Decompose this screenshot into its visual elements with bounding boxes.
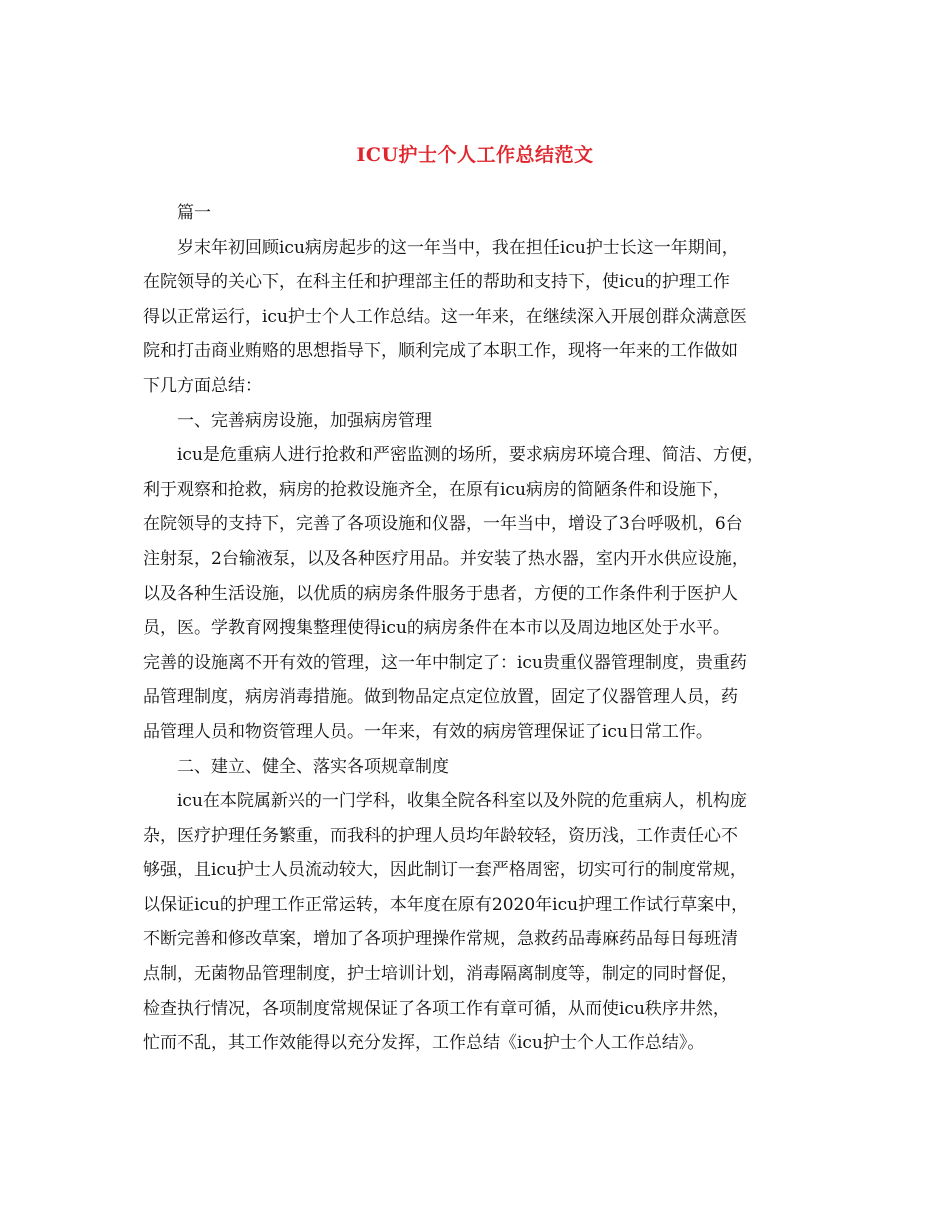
text-line: 得以正常运行，icu护士个人工作总结。这一年来，在继续深入开展创群众满意医	[143, 306, 747, 327]
text-line: icu是危重病人进行抢救和严密监测的场所，要求病房环境合理、简洁、方便，	[177, 445, 764, 466]
text-line: 员，医。学教育网搜集整理使得icu的病房条件在本市以及周边地区处于水平。	[143, 618, 730, 639]
text-line: 院和打击商业贿赂的思想指导下，顺利完成了本职工作，现将一年来的工作做如	[143, 341, 738, 362]
text-line: icu在本院属新兴的一门学科，收集全院各科室以及外院的危重病人，机构庞	[177, 791, 747, 812]
document-body	[143, 196, 833, 1061]
text-line: 岁末年初回顾icu病房起步的这一年当中，我在担任icu护士长这一年期间，	[177, 237, 739, 258]
text-line: 完善的设施离不开有效的管理，这一年中制定了：icu贵重仪器管理制度，贵重药	[143, 652, 747, 673]
text-line: 杂，医疗护理任务繁重，而我科的护理人员均年龄较轻，资历浅，工作责任心不	[143, 825, 738, 846]
text-line: 够强，且icu护士人员流动较大，因此制订一套严格周密，切实可行的制度常规，	[143, 860, 747, 881]
text-line: 在院领导的支持下，完善了各项设施和仪器，一年当中，增设了3台呼吸机，6台	[143, 514, 743, 535]
text-line: 点制，无菌物品管理制度，护士培训计划，消毒隔离制度等，制定的同时督促，	[143, 964, 738, 985]
text-line: 利于观察和抢救，病房的抢救设施齐全，在原有icu病房的简陋条件和设施下，	[143, 479, 730, 500]
text-line: 篇一	[177, 203, 211, 223]
text-line: 以保证icu的护理工作正常运转，本年度在原有2020年icu护理工作试行草案中，	[143, 894, 749, 915]
text-line: 注射泵，2台输液泵，以及各种医疗用品。并安装了热水器，室内开水供应设施，	[143, 548, 749, 569]
text-line: 二、建立、健全、落实各项规章制度	[177, 756, 449, 777]
text-line: 不断完善和修改草案，增加了各项护理操作常规，急救药品毒麻药品每日每班清	[143, 929, 738, 950]
text-line: 下几方面总结：	[143, 375, 262, 396]
text-line: 在院领导的关心下，在科主任和护理部主任的帮助和支持下，使icu的护理工作	[143, 272, 730, 293]
text-line: 品管理制度，病房消毒措施。做到物品定点定位放置，固定了仪器管理人员，药	[143, 687, 738, 708]
text-line: 忙而不乱，其工作效能得以充分发挥，工作总结《icu护士个人工作总结》。	[143, 1033, 705, 1054]
text-line: 检查执行情况，各项制度常规保证了各项工作有章可循，从而使icu秩序井然，	[143, 998, 730, 1019]
text-line: 一、完善病房设施，加强病房管理	[177, 410, 432, 431]
document-title: ICU护士个人工作总结范文	[356, 144, 594, 166]
text-line: 以及各种生活设施，以优质的病房条件服务于患者，方便的工作条件利于医护人	[143, 583, 738, 604]
text-line: 品管理人员和物资管理人员。一年来，有效的病房管理保证了icu日常工作。	[143, 721, 713, 742]
